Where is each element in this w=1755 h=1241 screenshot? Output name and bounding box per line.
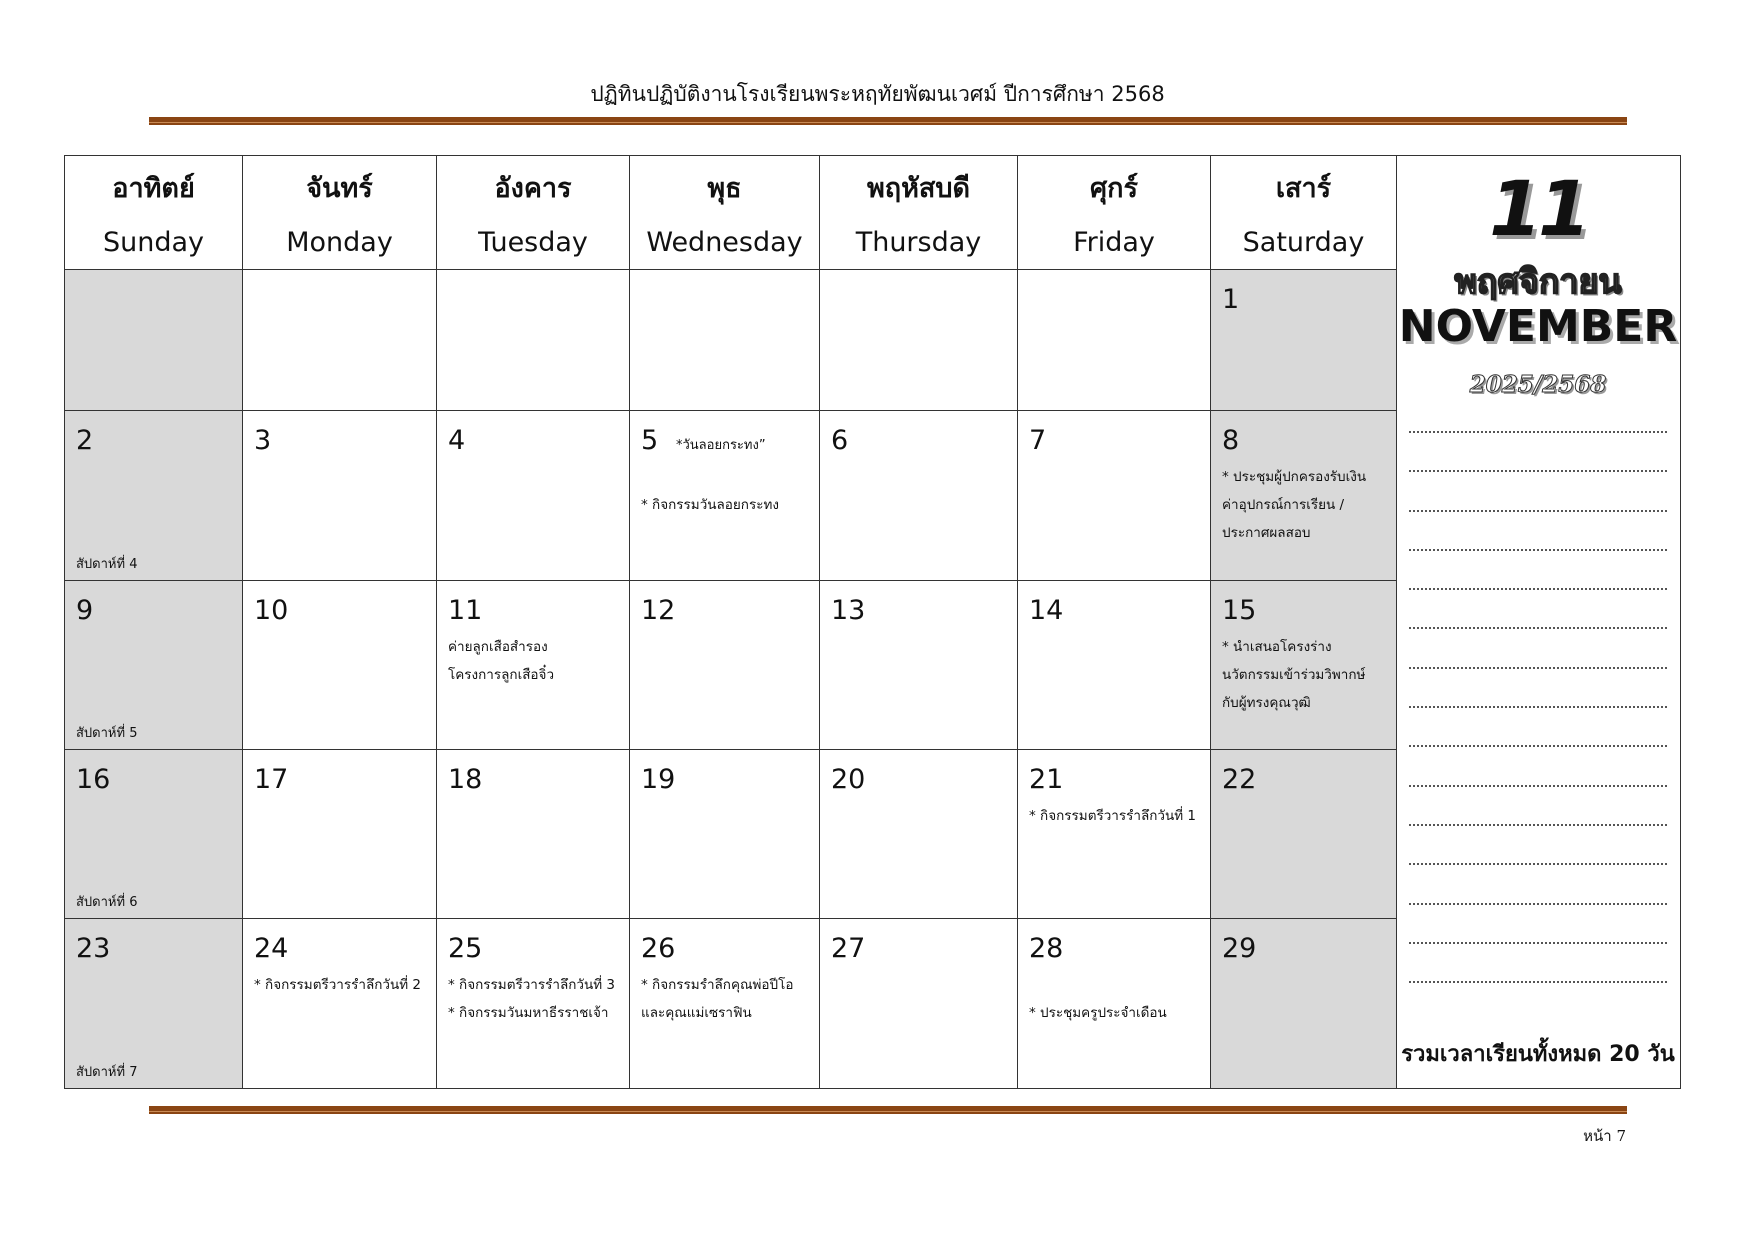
weekday-friday [1018,156,1211,270]
day-cell-29 [1211,919,1397,1089]
footer-divider [149,1106,1627,1114]
day-cell-27 [820,919,1018,1089]
event-note: * ประชุมครูประจำเดือน [1029,1005,1167,1022]
day-number: 9 [76,594,94,626]
weekday-monday [243,156,437,270]
weekday-tuesday [437,156,630,270]
day-number: 15 [1222,594,1257,626]
holiday-label: *วันลอยกระทง” [676,438,766,454]
day-number: 18 [448,764,483,796]
day-cell-20 [820,750,1018,919]
weekday-thai-label: จันทร์ [306,173,373,204]
header-divider [149,117,1627,125]
weekday-en-label: Monday [286,227,393,258]
event-note: * กิจกรรมรำลึกคุณพ่อปีโอ [641,977,794,994]
day-cell-empty [1018,269,1211,410]
day-cell-empty [65,269,243,410]
day-number: 11 [448,594,483,626]
weekday-thursday [820,156,1018,270]
day-cell-10 [243,580,437,749]
note-line [1409,745,1667,747]
day-cell-7 [1018,411,1211,580]
week-label: สัปดาห์ที่ 6 [76,895,138,911]
day-number: 10 [254,594,289,626]
page-header-title: ปฏิทินปฏิบัติงานโรงเรียนพระหฤทัยพัฒนเวศม์ ปีการศึกษา 2568 [590,82,1165,106]
day-number: 19 [641,764,676,796]
calendar-grid [64,155,1397,1089]
weekday-thai-label: พุธ [707,173,742,204]
note-line [1409,903,1667,905]
day-number: 7 [1029,425,1047,457]
day-number: 3 [254,425,272,457]
day-number: 17 [254,764,289,796]
day-number: 21 [1029,764,1064,796]
day-cell-12 [630,580,820,749]
day-cell-9 [65,580,243,749]
day-cell-24 [243,919,437,1089]
day-cell-18 [437,750,630,919]
day-number: 13 [831,594,866,626]
day-cell-21 [1018,750,1211,919]
event-note: * กิจกรรมวันมหาธีรราชเจ้า [448,1005,609,1022]
day-cell-28 [1018,919,1211,1089]
day-cell-14 [1018,580,1211,749]
note-line [1409,510,1667,512]
week-row [65,919,1397,1089]
week-row [65,750,1397,919]
thai-month-name: พฤศจิกายน [1454,262,1622,302]
page-number: หน้า 7 [1583,1127,1626,1145]
day-cell-25 [437,919,630,1089]
week-label: สัปดาห์ที่ 5 [76,726,138,742]
notes-lines [1409,431,1667,1020]
day-cell-4 [437,411,630,580]
day-cell-6 [820,411,1018,580]
weekday-en-label: Wednesday [646,227,803,258]
day-cell-8 [1211,411,1397,580]
day-number: 23 [76,933,111,965]
note-line [1409,785,1667,787]
day-number: 2 [76,425,94,457]
weekday-en-label: Sunday [102,227,205,258]
event-note: ประกาศผลสอบ [1222,525,1311,542]
week-row [65,411,1397,580]
note-line [1409,824,1667,826]
day-cell-3 [243,411,437,580]
note-line [1409,470,1667,472]
event-note: * กิจกรรมตรีวารรำลึกวันที่ 2 [254,977,421,994]
day-number: 6 [831,425,849,457]
weekday-sunday [65,156,243,270]
note-line [1409,981,1667,983]
weekday-thai-label: ศุกร์ [1090,173,1138,204]
day-cell-19 [630,750,820,919]
day-cell-11 [437,580,630,749]
day-cell-empty [243,269,437,410]
day-cell-15 [1211,580,1397,749]
day-cell-23 [65,919,243,1089]
event-note: * นำเสนอโครงร่าง [1222,638,1332,655]
note-line [1409,549,1667,551]
day-number: 27 [831,933,866,965]
day-number: 5 [641,425,659,457]
note-line [1409,627,1667,629]
day-cell-empty [437,269,630,410]
day-cell-17 [243,750,437,919]
day-number: 12 [641,594,676,626]
day-cell-empty [630,269,820,410]
day-number: 1 [1222,283,1240,315]
weekday-en-label: Saturday [1242,227,1365,258]
weekday-thai-label: เสาร์ [1275,173,1332,204]
english-month-name: NOVEMBER [1398,301,1678,352]
day-number: 28 [1029,933,1064,965]
weekday-thai-label: อาทิตย์ [112,173,195,204]
weekday-saturday [1211,156,1397,270]
event-note: * กิจกรรมตรีวารรำลึกวันที่ 1 [1029,808,1196,825]
week-row [65,269,1397,410]
note-line [1409,706,1667,708]
weekday-en-label: Tuesday [478,227,588,258]
day-cell-2 [65,411,243,580]
day-cell-16 [65,750,243,919]
note-line [1409,588,1667,590]
event-note: และคุณแม่เซราฟิน [641,1005,752,1022]
day-number: 20 [831,764,866,796]
event-note: * กิจกรรมวันลอยกระทง [641,497,779,514]
note-line [1409,431,1667,433]
day-number: 24 [254,933,289,965]
day-number: 4 [448,425,466,457]
day-number: 16 [76,764,111,796]
weekday-en-label: Friday [1073,227,1155,258]
year-label: 2025/2568 [1469,371,1607,398]
month-side-panel [1395,155,1681,1089]
note-line [1409,863,1667,865]
day-number: 26 [641,933,676,965]
event-note: กับผู้ทรงคุณวุฒิ [1222,694,1311,711]
weekday-en-label: Thursday [855,227,982,258]
total-school-days: รวมเวลาเรียนทั้งหมด 20 วัน [1401,1042,1675,1067]
day-number: 22 [1222,764,1257,796]
weekday-wednesday [630,156,820,270]
month-number: 11 [1489,164,1587,253]
event-note: * ประชุมผู้ปกครองรับเงิน [1222,469,1367,486]
note-line [1409,942,1667,944]
event-note: ค่าอุปกรณ์การเรียน / [1222,497,1345,514]
event-note: * กิจกรรมตรีวารรำลึกวันที่ 3 [448,977,615,994]
day-number: 14 [1029,594,1064,626]
weekday-thai-label: พฤหัสบดี [866,173,971,204]
day-number: 25 [448,933,483,965]
day-cell-13 [820,580,1018,749]
weekday-header-row [65,156,1397,270]
week-row [65,580,1397,749]
weekday-thai-label: อังคาร [494,173,572,204]
event-note: โครงการลูกเสือจิ๋ว [448,666,555,683]
day-number: 29 [1222,933,1257,965]
event-note: นวัตกรรมเข้าร่วมวิพากษ์ [1222,666,1366,683]
day-cell-empty [820,269,1018,410]
week-label: สัปดาห์ที่ 4 [76,556,138,572]
day-number: 8 [1222,425,1240,457]
event-note: ค่ายลูกเสือสำรอง [448,638,548,655]
day-cell-5 [630,411,820,580]
day-cell-26 [630,919,820,1089]
week-label: สัปดาห์ที่ 7 [76,1065,138,1080]
note-line [1409,667,1667,669]
day-cell-22 [1211,750,1397,919]
day-cell-1 [1211,269,1397,410]
